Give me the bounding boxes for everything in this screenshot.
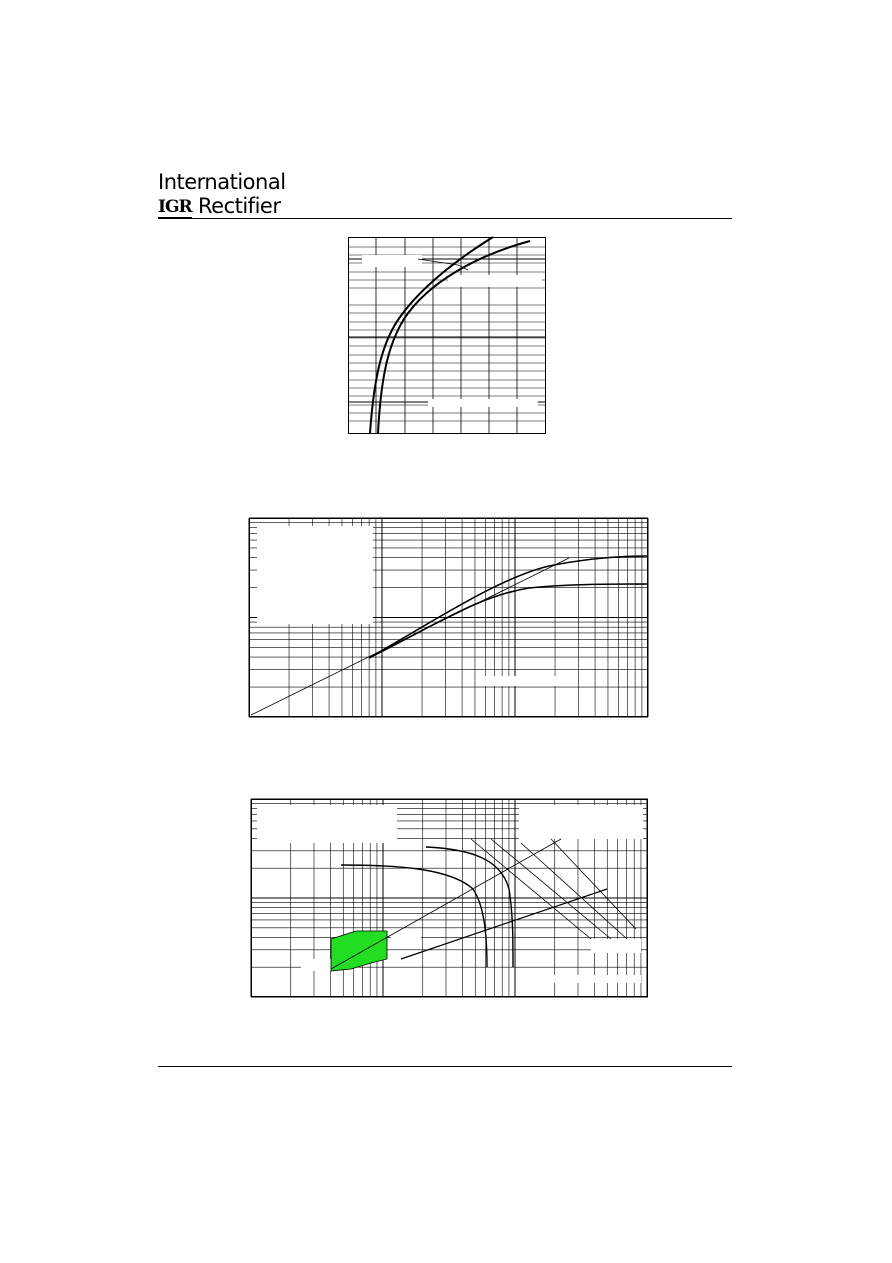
figure-3-label-box-left: [257, 805, 397, 843]
logo-text-rectifier: Rectifier: [198, 194, 281, 218]
header-rule: [158, 218, 732, 219]
fig3-highlight-region: [331, 931, 387, 971]
fig3-curve-2: [426, 847, 513, 967]
fig3-lower-line: [401, 889, 607, 959]
figure-3-label-box-right: [519, 805, 643, 839]
logo-text-international: International: [158, 170, 286, 194]
fig2-curve-upper: [369, 556, 647, 658]
fig3-diagonal-lines: [471, 839, 636, 939]
figure-2-legend-box: [257, 526, 373, 624]
figure-2-chart: [249, 518, 648, 717]
fig2-curve-lower: [369, 584, 647, 658]
logo-mark: IGR: [158, 197, 192, 217]
figure-3-chart: [251, 799, 648, 997]
footer-rule: [158, 1066, 732, 1067]
figure-1-chart: [348, 237, 546, 434]
company-logo: [158, 170, 358, 218]
